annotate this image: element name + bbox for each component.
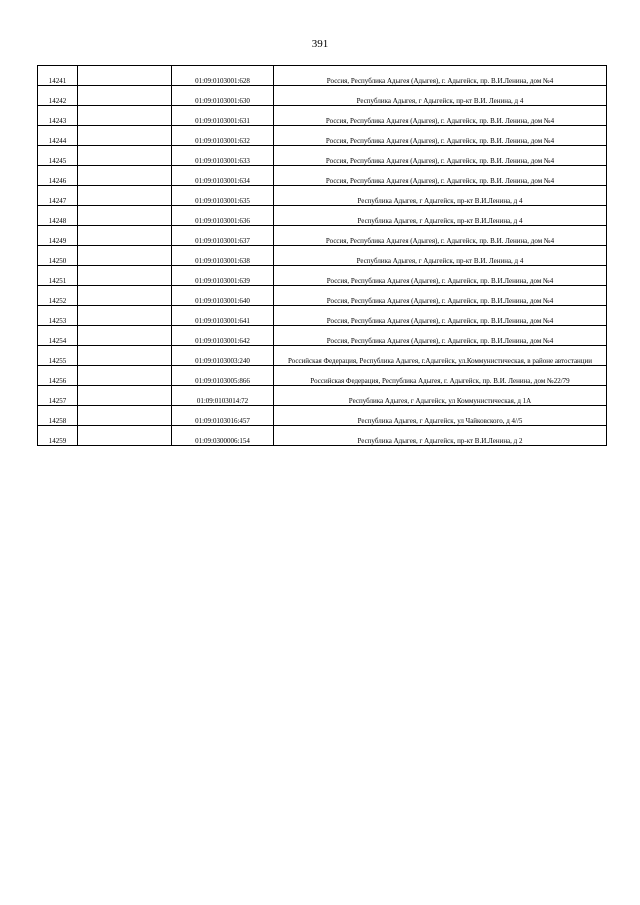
page-number: 391 (311, 38, 329, 50)
empty-cell (78, 146, 172, 166)
cadastral-number-cell: 01:09:0103001:637 (172, 226, 274, 246)
empty-cell (78, 266, 172, 286)
row-number-cell: 14250 (38, 246, 78, 266)
empty-cell (78, 426, 172, 446)
address-cell: Россия, Республика Адыгея (Адыгея), г. Адыгейск, пр. В.И.Ленина, дом №4 (274, 266, 607, 286)
table-row (38, 366, 607, 386)
cadastral-number-cell: 01:09:0103001:638 (172, 246, 274, 266)
cadastral-number-cell: 01:09:0103014:72 (172, 386, 274, 406)
empty-cell (78, 346, 172, 366)
row-number-cell: 14242 (38, 86, 78, 106)
row-number-cell: 14241 (38, 66, 78, 86)
address-cell: Республика Адыгея, г Адыгейск, пр-кт В.И. Ленина, д 4 (274, 246, 607, 266)
address-cell: Россия, Республика Адыгея (Адыгея), г. Адыгейск, пр. В.И.Ленина, дом №4 (274, 306, 607, 326)
row-number-cell: 14243 (38, 106, 78, 126)
table-row (38, 426, 607, 446)
cadastral-number-cell: 01:09:0103001:633 (172, 146, 274, 166)
table-row (38, 246, 607, 266)
empty-cell (78, 66, 172, 86)
address-cell: Республика Адыгея, г Адыгейск, пр-кт В.И. Ленина, д 4 (274, 86, 607, 106)
row-number-cell: 14252 (38, 286, 78, 306)
row-number-cell: 14253 (38, 306, 78, 326)
cadastral-number-cell: 01:09:0103001:630 (172, 86, 274, 106)
table-row (38, 66, 607, 86)
empty-cell (78, 106, 172, 126)
table-row (38, 206, 607, 226)
cadastral-number-cell: 01:09:0103001:628 (172, 66, 274, 86)
address-cell: Республика Адыгея, г Адыгейск, пр-кт В.И.Ленина, д 4 (274, 186, 607, 206)
row-number-cell: 14258 (38, 406, 78, 426)
row-number-cell: 14244 (38, 126, 78, 146)
cadastral-number-cell: 01:09:0103001:642 (172, 326, 274, 346)
cadastral-number-cell: 01:09:0103005:866 (172, 366, 274, 386)
address-cell: Россия, Республика Адыгея (Адыгея), г. Адыгейск, пр. В.И. Ленина, дом №4 (274, 106, 607, 126)
cadastral-number-cell: 01:09:0300006:154 (172, 426, 274, 446)
empty-cell (78, 246, 172, 266)
table-row (38, 386, 607, 406)
row-number-cell: 14251 (38, 266, 78, 286)
table-row (38, 406, 607, 426)
cadastral-number-cell: 01:09:0103001:641 (172, 306, 274, 326)
address-cell: Республика Адыгея, г Адыгейск, ул Чайковского, д 4//5 (274, 406, 607, 426)
table-row (38, 286, 607, 306)
row-number-cell: 14254 (38, 326, 78, 346)
table-row (38, 106, 607, 126)
address-cell: Россия, Республика Адыгея (Адыгея), г. Адыгейск, пр. В.И.Ленина, дом №4 (274, 326, 607, 346)
registry-table-body (38, 66, 607, 446)
address-cell: Россия, Республика Адыгея (Адыгея), г. Адыгейск, пр. В.И. Ленина, дом №4 (274, 226, 607, 246)
address-cell: Российская Федерация, Республика Адыгея, г.Адыгейск, ул.Коммунистическая, в районе автостанции (274, 346, 607, 366)
address-cell: Россия, Республика Адыгея (Адыгея), г. Адыгейск, пр. В.И. Ленина, дом №4 (274, 126, 607, 146)
row-number-cell: 14246 (38, 166, 78, 186)
registry-table (37, 65, 607, 446)
table-row (38, 266, 607, 286)
table-row (38, 126, 607, 146)
address-cell: Россия, Республика Адыгея (Адыгея), г. Адыгейск, пр. В.И. Ленина, дом №4 (274, 166, 607, 186)
address-cell: Россия, Республика Адыгея (Адыгея), г. Адыгейск, пр. В.И.Ленина, дом №4 (274, 66, 607, 86)
table-row (38, 186, 607, 206)
cadastral-number-cell: 01:09:0103003:240 (172, 346, 274, 366)
empty-cell (78, 326, 172, 346)
table-row (38, 346, 607, 366)
address-cell: Республика Адыгея, г Адыгейск, пр-кт В.И.Ленина, д 4 (274, 206, 607, 226)
row-number-cell: 14249 (38, 226, 78, 246)
address-cell: Республика Адыгея, г Адыгейск, пр-кт В.И.Ленина, д 2 (274, 426, 607, 446)
cadastral-number-cell: 01:09:0103016:457 (172, 406, 274, 426)
row-number-cell: 14245 (38, 146, 78, 166)
address-cell: Россия, Республика Адыгея (Адыгея), г. Адыгейск, пр. В.И. Ленина, дом №4 (274, 146, 607, 166)
empty-cell (78, 206, 172, 226)
empty-cell (78, 286, 172, 306)
cadastral-number-cell: 01:09:0103001:631 (172, 106, 274, 126)
cadastral-number-cell: 01:09:0103001:632 (172, 126, 274, 146)
empty-cell (78, 406, 172, 426)
row-number-cell: 14256 (38, 366, 78, 386)
row-number-cell: 14247 (38, 186, 78, 206)
cadastral-number-cell: 01:09:0103001:639 (172, 266, 274, 286)
row-number-cell: 14257 (38, 386, 78, 406)
table-row (38, 226, 607, 246)
empty-cell (78, 386, 172, 406)
address-cell: Россия, Республика Адыгея (Адыгея), г. Адыгейск, пр. В.И.Ленина, дом №4 (274, 286, 607, 306)
table-row (38, 306, 607, 326)
cadastral-number-cell: 01:09:0103001:634 (172, 166, 274, 186)
table-row (38, 326, 607, 346)
address-cell: Российская Федерация, Республика Адыгея, г. Адыгейск, пр. В.И. Ленина, дом №22/79 (274, 366, 607, 386)
row-number-cell: 14255 (38, 346, 78, 366)
cadastral-number-cell: 01:09:0103001:636 (172, 206, 274, 226)
empty-cell (78, 166, 172, 186)
empty-cell (78, 186, 172, 206)
table-row (38, 86, 607, 106)
empty-cell (78, 366, 172, 386)
empty-cell (78, 226, 172, 246)
row-number-cell: 14259 (38, 426, 78, 446)
address-cell: Республика Адыгея, г Адыгейск, ул Коммунистическая, д 1А (274, 386, 607, 406)
cadastral-number-cell: 01:09:0103001:635 (172, 186, 274, 206)
empty-cell (78, 306, 172, 326)
empty-cell (78, 126, 172, 146)
table-row (38, 146, 607, 166)
row-number-cell: 14248 (38, 206, 78, 226)
table-row (38, 166, 607, 186)
cadastral-number-cell: 01:09:0103001:640 (172, 286, 274, 306)
empty-cell (78, 86, 172, 106)
